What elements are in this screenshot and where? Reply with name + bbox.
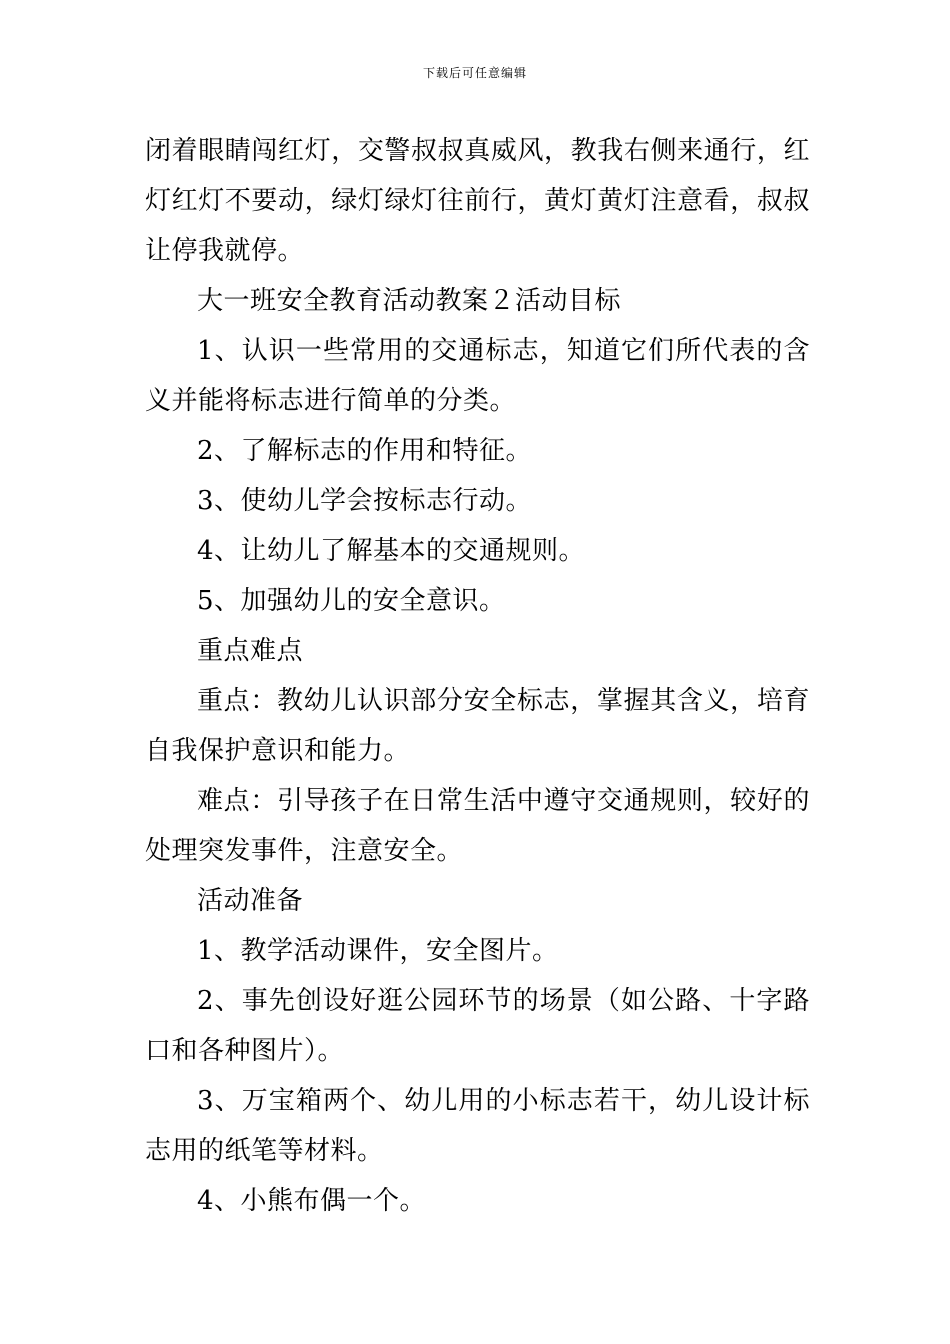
document-body	[145, 126, 810, 1226]
paragraph-prep-1: 1、教学活动课件，安全图片。	[197, 936, 559, 966]
heading-key-points: 重点难点	[197, 636, 304, 666]
heading-preparation: 活动准备	[197, 886, 304, 916]
paragraph-lesson-title: 大一班安全教育活动教案２活动目标	[197, 286, 622, 316]
paragraph-prep-3: 3、万宝箱两个、幼儿用的小标志若干，幼儿设计标志用的纸笔等材料。	[145, 1086, 810, 1166]
paragraph-goal-4: 4、让幼儿了解基本的交通规则。	[197, 536, 586, 566]
paragraph-goal-2: 2、了解标志的作用和特征。	[197, 436, 533, 466]
page-header: 下载后可任意编辑	[422, 66, 527, 80]
paragraph-key-point: 重点：教幼儿认识部分安全标志，掌握其含义，培育自我保护意识和能力。	[145, 686, 810, 766]
paragraph-prep-4: 4、小熊布偶一个。	[197, 1186, 427, 1216]
paragraph-goal-5: 5、加强幼儿的安全意识。	[197, 586, 506, 616]
paragraph-difficult-point: 难点：引导孩子在日常生活中遵守交通规则，较好的处理突发事件，注意安全。	[145, 786, 810, 866]
paragraph-prep-2: 2、事先创设好逛公园环节的场景（如公路、十字路口和各种图片）。	[145, 986, 810, 1066]
paragraph-traffic-rhyme: 闭着眼睛闯红灯，交警叔叔真威风，教我右侧来通行，红灯红灯不要动，绿灯绿灯往前行，黄灯黄灯注意看，叔叔让停我就停。	[145, 136, 810, 266]
paragraph-goal-1: 1、认识一些常用的交通标志，知道它们所代表的含义并能将标志进行简单的分类。	[145, 336, 810, 416]
paragraph-goal-3: 3、使幼儿学会按标志行动。	[197, 486, 533, 516]
